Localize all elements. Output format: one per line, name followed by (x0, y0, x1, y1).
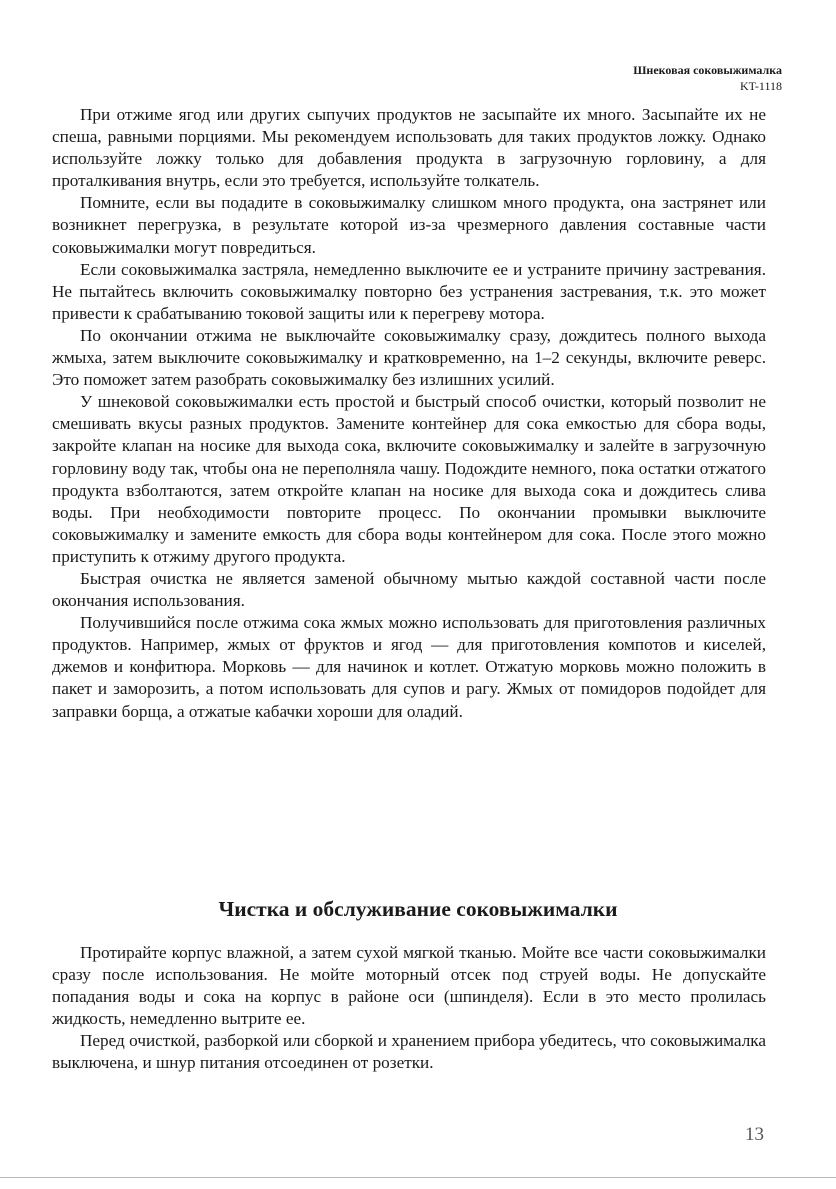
paragraph: По окончании отжима не выключайте соковыжималку сразу, дождитесь полного выхода жмыха, затем выключите соковыжималку и кратковременно, на 1–2 секунды, включите реверс. Это поможет затем разобрать соковыжималку без излишних усилий. (52, 325, 766, 390)
page-number: 13 (745, 1124, 764, 1145)
header-product-name: Шнековая соковыжималка (633, 63, 782, 77)
header-model-number: KT-1118 (740, 79, 782, 93)
usage-tips-section (52, 104, 766, 723)
paragraph: Помните, если вы подадите в соковыжималку слишком много продукта, она застрянет или возникнет перегрузка, в результате которой из-за чрезмерного давления составные части соковыжималки могут повредиться. (52, 193, 766, 257)
paragraph: У шнековой соковыжималки есть простой и быстрый способ очистки, который позволит не смешивать вкусы разных продуктов. Замените контейнер для сока емкостью для сбора воды, закройте клапан на носике для выхода сока, включите соковыжималку и залейте в загрузочную горловину воду так, чтобы она не переполняла чашу. Подождите немного, пока остатки отжатого продукта взболтаются, затем откройте клапан на носике для выхода сока и дождитесь слива воды. При необходимости повторите процесс. По окончании промывки выключите соковыжималку и замените емкость для сбора воды контейнером для сока. После этого можно приступить к отжиму другого продукта. (52, 392, 766, 566)
paragraph: Быстрая очистка не является заменой обычному мытью каждой составной части после окончания использования. (52, 568, 766, 611)
paragraph: Протирайте корпус влажной, а затем сухой мягкой тканью. Мойте все части соковыжималки сразу после использования. Не мойте моторный отсек под струей воды. Не допускайте попадания воды и сока на корпус в районе оси (шпинделя). Если в это место пролилась жидкость, немедленно вытрите ее. (52, 943, 766, 1029)
paragraph: Получившийся после отжима сока жмых можно использовать для приготовления различных продуктов. Например, жмых от фруктов и ягод — для приготовления компотов и киселей, джемов и конфитюра. Морковь — для начинок и котлет. Отжатую морковь можно положить в пакет и заморозить, а потом использовать для супов и рагу. Жмых от помидоров подойдет для заправки борща, а отжатые кабачки хороши для оладий. (52, 613, 766, 721)
section-heading: Чистка и обслуживание соковыжималки (218, 897, 618, 921)
paragraph: При отжиме ягод или других сыпучих продуктов не засыпайте их много. Засыпайте их не спеша, равными порциями. Мы рекомендуем использовать для таких продуктов ложку. Однако используйте ложку только для добавления продукта в загрузочную горловину, а для проталкивания внутрь, если это требуется, используйте толкатель. (52, 105, 766, 191)
paragraph: Перед очисткой, разборкой или сборкой и хранением прибора убедитесь, что соковыжималка выключена, и шнур питания отсоединен от розетки. (52, 1031, 766, 1073)
bottom-divider (0, 1177, 836, 1178)
running-header (633, 62, 782, 94)
cleaning-maintenance-section (52, 942, 766, 1075)
paragraph: Если соковыжималка застряла, немедленно выключите ее и устраните причину застревания. Не пытайтесь включить соковыжималку повторно без устранения застревания, т.к. это может привести к срабатыванию токовой защиты или к перегреву мотора. (52, 259, 766, 323)
